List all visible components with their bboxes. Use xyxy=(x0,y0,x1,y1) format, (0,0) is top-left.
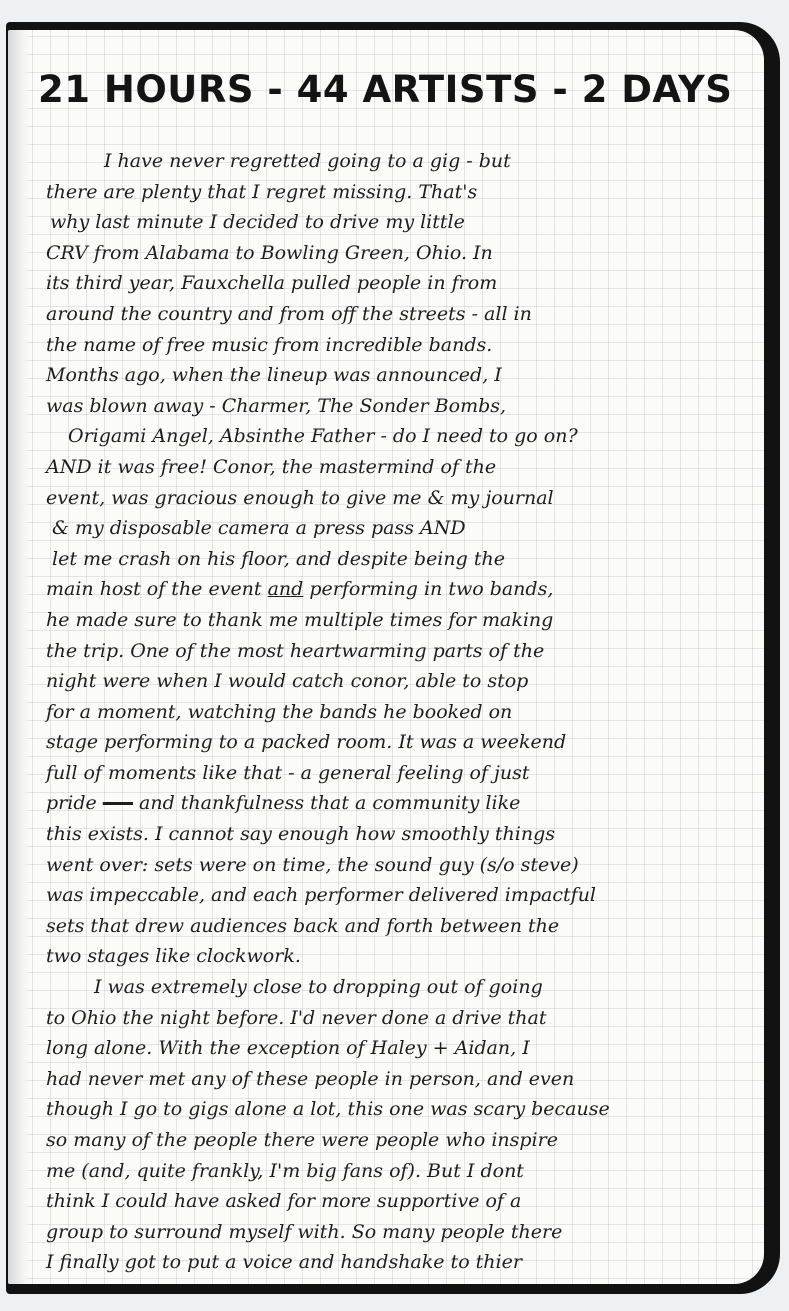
text-line: sets that drew audiences back and forth between the xyxy=(46,914,560,937)
page-binding-edge xyxy=(8,30,30,1284)
text-line: event, was gracious enough to give me & my journal xyxy=(46,486,554,509)
text-line: two stages like clockwork. xyxy=(46,945,301,968)
text-fragment: main host of the event xyxy=(46,578,262,601)
text-line xyxy=(44,788,756,819)
text-line: to Ohio the night before. I'd never done a drive that xyxy=(46,1006,547,1029)
text-line: around the country and from off the streets - all in xyxy=(46,302,532,325)
text-line: went over: sets were on time, the sound guy (s/o steve) xyxy=(46,853,579,876)
text-line: for a moment, watching the bands he booked on xyxy=(46,700,513,723)
text-line: Months ago, when the lineup was announced, I xyxy=(46,364,502,387)
text-line: I finally got to put a voice and handshake to thier xyxy=(46,1251,522,1274)
page-title: 21 HOURS - 44 ARTISTS - 2 DAYS xyxy=(38,68,733,111)
text-line: group to surround myself with. So many people there xyxy=(46,1220,563,1243)
text-line: had never met any of these people in person, and even xyxy=(46,1067,575,1090)
text-line: Origami Angel, Absinthe Father - do I need to go on? xyxy=(68,425,578,448)
journal-entry xyxy=(44,146,756,1278)
text-fragment: and thankfulness that a community like xyxy=(139,792,521,815)
text-line: he made sure to thank me multiple times for making xyxy=(46,608,554,631)
text-line: I was extremely close to dropping out of going xyxy=(94,976,543,999)
text-line: CRV from Alabama to Bowling Green, Ohio. In xyxy=(46,241,493,264)
text-line: AND it was free! Conor, the mastermind of the xyxy=(46,455,497,478)
text-line: though I go to gigs alone a lot, this one was scary because xyxy=(46,1098,610,1121)
text-line: its third year, Fauxchella pulled people in from xyxy=(46,272,498,295)
text-line: stage performing to a packed room. It was a weekend xyxy=(46,731,567,754)
text-line: so many of the people there were people who inspire xyxy=(46,1129,558,1151)
text-line: was blown away - Charmer, The Sonder Bombs, xyxy=(46,394,507,417)
text-line: me (and, quite frankly, I'm big fans of). But I dont xyxy=(46,1159,524,1182)
text-line: there are plenty that I regret missing. That's xyxy=(46,180,478,203)
text-fragment: performing in two bands, xyxy=(309,578,554,601)
text-line: the trip. One of the most heartwarming parts of the xyxy=(46,639,545,662)
text-line: this exists. I cannot say enough how smoothly things xyxy=(46,823,555,846)
text-line: think I could have asked for more supportive of a xyxy=(46,1190,522,1213)
text-line: full of moments like that - a general feeling of just xyxy=(46,761,530,784)
underlined-word: and xyxy=(267,578,304,601)
text-line: why last minute I decided to drive my little xyxy=(50,211,465,234)
scribbled-out-word xyxy=(103,792,133,814)
text-line: let me crash on his floor, and despite being the xyxy=(52,547,505,570)
text-fragment: pride xyxy=(46,792,97,815)
text-line: & my disposable camera a press pass AND xyxy=(52,517,466,540)
journal-page xyxy=(8,30,764,1284)
text-line xyxy=(44,574,756,605)
text-line: the name of free music from incredible bands. xyxy=(46,333,493,356)
text-line: was impeccable, and each performer delivered impactful xyxy=(46,884,597,907)
text-line: long alone. With the exception of Haley + Aidan, I xyxy=(46,1037,530,1060)
text-line: I have never regretted going to a gig - but xyxy=(104,150,511,172)
text-line: night were when I would catch conor, able to stop xyxy=(46,670,529,693)
